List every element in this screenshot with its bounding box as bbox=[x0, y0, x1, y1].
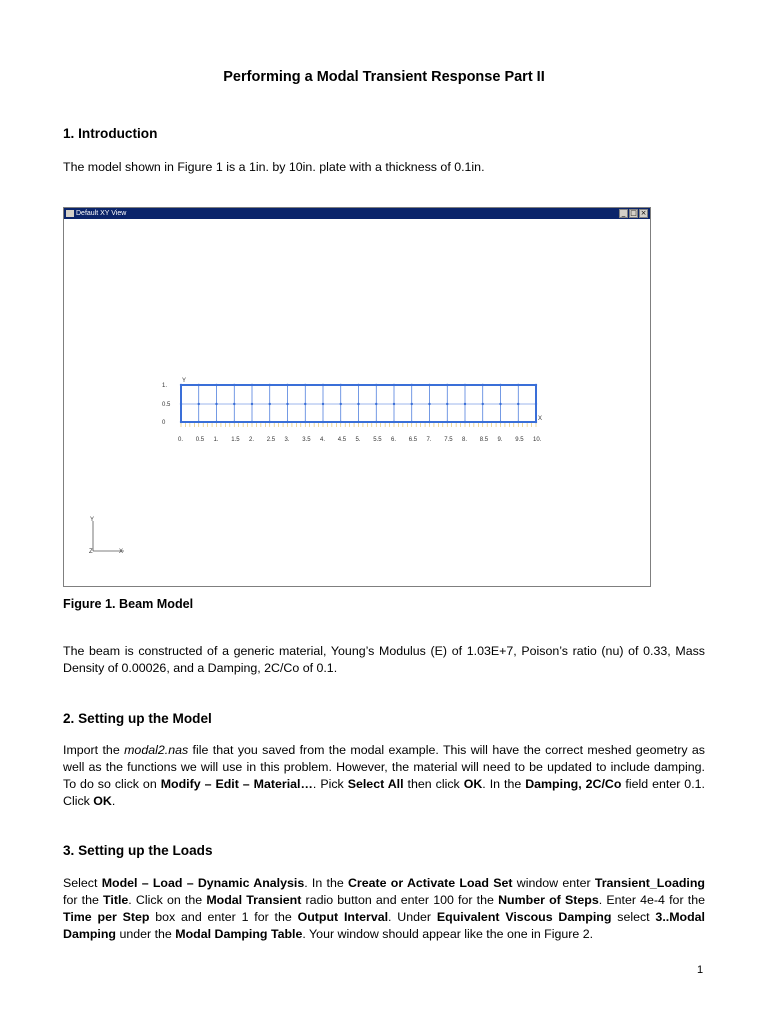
document-title: Performing a Modal Transient Response Part II bbox=[223, 69, 545, 85]
mesh-node bbox=[340, 403, 342, 405]
mesh-node bbox=[393, 403, 395, 405]
x-tick-label: 7. bbox=[426, 437, 432, 443]
x-tick-label: 0. bbox=[178, 437, 184, 443]
x-tick-label: 8. bbox=[462, 437, 468, 443]
mesh-node bbox=[393, 421, 395, 423]
page-number: 1 bbox=[697, 964, 704, 976]
mesh-node bbox=[233, 421, 235, 423]
section-3-heading: 3. Setting up the Loads bbox=[63, 843, 213, 858]
mesh-node bbox=[499, 421, 501, 423]
mesh-node bbox=[340, 421, 342, 423]
mesh-node bbox=[517, 421, 519, 423]
mesh-node bbox=[233, 384, 235, 386]
mesh-node bbox=[446, 421, 448, 423]
axis-tick-labels bbox=[162, 378, 542, 443]
mesh-node bbox=[535, 421, 537, 423]
x-tick-label: 1.5 bbox=[231, 437, 240, 443]
mesh-node bbox=[322, 421, 324, 423]
mesh-node bbox=[375, 421, 377, 423]
material-paragraph: The beam is constructed of a generic material, Young’s Modulus (E) of 1.03E+7, Poison’s ratio (nu) of 0.33, Mass Density of 0.00026, and a Damping, 2C/Co of 0.1. bbox=[63, 644, 705, 675]
mesh-node bbox=[411, 421, 413, 423]
mesh-node bbox=[464, 384, 466, 386]
mesh-node bbox=[482, 421, 484, 423]
x-tick-label: 9. bbox=[497, 437, 503, 443]
mesh-node bbox=[215, 384, 217, 386]
mesh-node bbox=[428, 403, 430, 405]
mesh-node bbox=[482, 403, 484, 405]
coordinate-triad bbox=[89, 517, 124, 555]
mesh-node bbox=[233, 403, 235, 405]
x-tick-label: 8.5 bbox=[479, 437, 489, 443]
mesh-node bbox=[375, 384, 377, 386]
mesh-node bbox=[357, 421, 359, 423]
y-tick-label: 0.5 bbox=[162, 402, 171, 408]
app-icon bbox=[66, 210, 74, 217]
mesh-node bbox=[215, 403, 217, 405]
mesh-node bbox=[180, 403, 182, 405]
section-2-heading: 2. Setting up the Model bbox=[63, 711, 212, 726]
minimize-icon[interactable]: _ bbox=[619, 209, 628, 218]
x-tick-label: 6.5 bbox=[408, 437, 418, 443]
mesh-node bbox=[411, 384, 413, 386]
intro-paragraph: The model shown in Figure 1 is a 1in. by 10in. plate with a thickness of 0.1in. bbox=[63, 160, 485, 174]
mesh-node bbox=[446, 403, 448, 405]
mesh-node bbox=[535, 384, 537, 386]
mesh-node bbox=[517, 384, 519, 386]
x-tick-label: 5.5 bbox=[373, 437, 382, 443]
beam-model-drawing bbox=[64, 219, 650, 586]
x-tick-label: 1. bbox=[213, 437, 219, 443]
mesh-node bbox=[198, 384, 200, 386]
mesh-node bbox=[304, 421, 306, 423]
window-title: Default XY View bbox=[76, 210, 127, 217]
mesh-node bbox=[304, 384, 306, 386]
x-tick-label: 3. bbox=[284, 437, 290, 443]
mesh-node bbox=[482, 384, 484, 386]
y-axis-letter: Y bbox=[182, 378, 187, 384]
mesh-node bbox=[198, 403, 200, 405]
x-axis-letter: X bbox=[538, 416, 543, 422]
mesh-node bbox=[198, 421, 200, 423]
triad-z-label: Z bbox=[89, 549, 93, 555]
mesh-node bbox=[322, 403, 324, 405]
mesh-node bbox=[251, 403, 253, 405]
triad-x-label: X bbox=[119, 549, 124, 555]
mesh-node bbox=[393, 384, 395, 386]
mesh-node bbox=[269, 403, 271, 405]
x-tick-label: 10. bbox=[533, 437, 542, 443]
mesh-node bbox=[286, 421, 288, 423]
mesh-node bbox=[535, 403, 537, 405]
mesh-node bbox=[251, 421, 253, 423]
mesh-node bbox=[180, 421, 182, 423]
x-tick-label: 2. bbox=[249, 437, 255, 443]
mesh-node bbox=[464, 403, 466, 405]
mesh-node bbox=[411, 403, 413, 405]
mesh-node bbox=[428, 421, 430, 423]
y-tick-label: 0 bbox=[162, 420, 166, 426]
y-tick-label: 1. bbox=[162, 383, 168, 389]
section-1-heading: 1. Introduction bbox=[63, 126, 158, 141]
figure-1-window bbox=[63, 207, 651, 587]
mesh-node bbox=[499, 384, 501, 386]
mesh-node bbox=[304, 403, 306, 405]
mesh-node bbox=[340, 384, 342, 386]
triad-y-label: Y bbox=[90, 517, 95, 523]
x-tick-label: 5. bbox=[355, 437, 361, 443]
mesh-node bbox=[322, 384, 324, 386]
figure-caption: Figure 1. Beam Model bbox=[63, 597, 194, 611]
x-tick-label: 3.5 bbox=[302, 437, 311, 443]
mesh-node bbox=[446, 384, 448, 386]
x-tick-label: 4. bbox=[320, 437, 326, 443]
mesh-node bbox=[464, 421, 466, 423]
section-3-paragraph: Select Model – Load – Dynamic Analysis. In the Create or Activate Load Set window enter Transient_Loading for the Title. Click on the Modal Transient radio button and enter 100 for the Number of Steps. Enter 4e-4 for the Time per Step box and enter 1 for the Output Interval. Under Equivalent Viscous Damping select 3..Modal Damping under the Modal Damping Table. Your window should appear like the one in Figure 2. bbox=[63, 876, 705, 941]
mesh-node bbox=[286, 403, 288, 405]
mesh-node bbox=[357, 403, 359, 405]
x-tick-label: 7.5 bbox=[444, 437, 453, 443]
x-tick-label: 0.5 bbox=[195, 437, 205, 443]
mesh-node bbox=[517, 403, 519, 405]
x-tick-label: 6. bbox=[391, 437, 397, 443]
mesh-node bbox=[251, 384, 253, 386]
constraint-markers bbox=[181, 423, 536, 427]
mesh-node bbox=[357, 384, 359, 386]
window-title-bar bbox=[64, 208, 650, 219]
mesh-node bbox=[375, 403, 377, 405]
mesh-node bbox=[286, 384, 288, 386]
close-icon[interactable]: × bbox=[640, 209, 647, 217]
mesh-node bbox=[215, 421, 217, 423]
x-tick-label: 2.5 bbox=[266, 437, 276, 443]
model-view-canvas[interactable] bbox=[64, 219, 650, 586]
maximize-icon[interactable]: □ bbox=[630, 209, 637, 217]
mesh-node bbox=[269, 384, 271, 386]
beam-mesh bbox=[180, 384, 537, 423]
mesh-node bbox=[269, 421, 271, 423]
x-tick-label: 4.5 bbox=[337, 437, 347, 443]
mesh-node bbox=[428, 384, 430, 386]
x-tick-label: 9.5 bbox=[515, 437, 524, 443]
file-name: modal2.nas bbox=[124, 743, 189, 757]
mesh-node bbox=[180, 384, 182, 386]
section-2-paragraph: Import the modal2.nas file that you saved from the modal example. This will have the correct meshed geometry as well as the functions we will use in this problem. However, the material will need to be updated to include damping. To do so click on Modify – Edit – Material…. Pick Select All then click OK. In the Damping, 2C/Co field enter 0.1. Click OK. bbox=[63, 743, 705, 808]
mesh-node bbox=[499, 403, 501, 405]
